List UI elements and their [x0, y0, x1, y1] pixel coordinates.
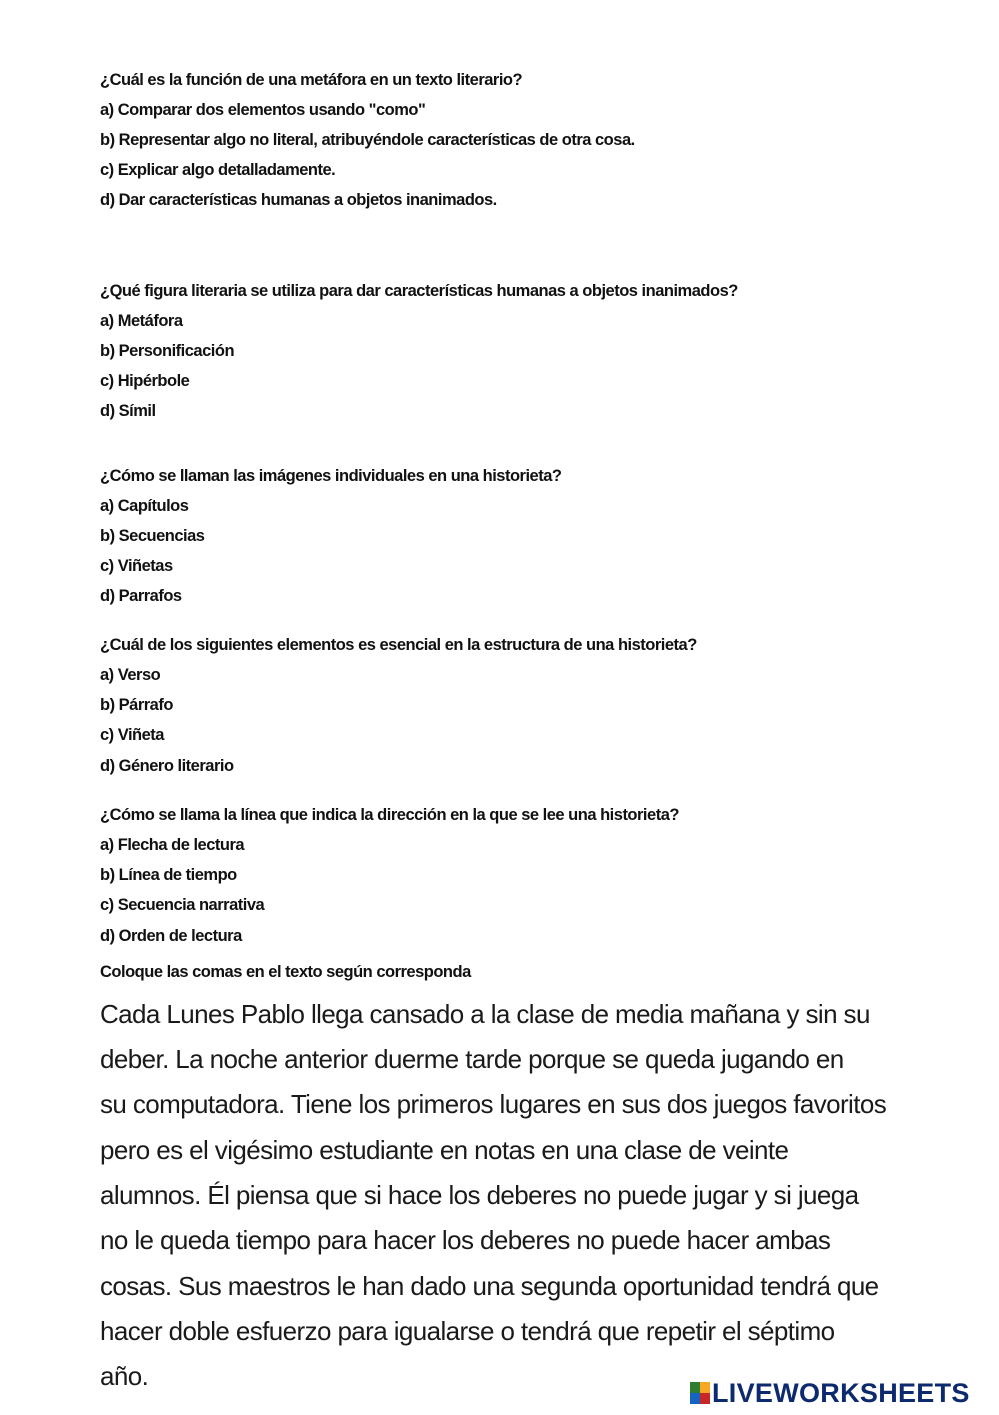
- question-2-option-a: a) Metáfora: [100, 312, 183, 330]
- question-2-option-d: d) Símil: [100, 402, 156, 420]
- liveworksheets-logo: [690, 1378, 970, 1408]
- paragraph-line: año.: [100, 1361, 149, 1391]
- question-1-option-b: b) Representar algo no literal, atribuyéndole características de otra cosa.: [100, 131, 635, 149]
- question-5-option-c: c) Secuencia narrativa: [100, 896, 265, 914]
- paragraph-line: no le queda tiempo para hacer los deberes no puede hacer ambas: [100, 1225, 831, 1255]
- question-3-option-a: a) Capítulos: [100, 497, 189, 515]
- question-5-option-a: a) Flecha de lectura: [100, 836, 245, 854]
- comma-exercise-instruction: Coloque las comas en el texto según corresponda: [100, 963, 471, 981]
- question-3-option-c: c) Viñetas: [100, 557, 173, 575]
- question-2-option-b: b) Personificación: [100, 342, 235, 360]
- question-3-text: ¿Cómo se llaman las imágenes individuales en una historieta?: [100, 467, 562, 485]
- paragraph-line: alumnos. Él piensa que si hace los deberes no puede jugar y si juega: [100, 1180, 859, 1210]
- question-3-option-d: d) Parrafos: [100, 587, 182, 605]
- paragraph-line: Cada Lunes Pablo llega cansado a la clase de media mañana y sin su: [100, 999, 870, 1029]
- question-2-text: ¿Qué figura literaria se utiliza para dar características humanas a objetos inanimados?: [100, 282, 738, 300]
- paragraph-line: pero es el vigésimo estudiante en notas en una clase de veinte: [100, 1135, 789, 1165]
- question-4-option-d: d) Género literario: [100, 757, 234, 775]
- question-3-option-b: b) Secuencias: [100, 527, 205, 545]
- logo-text: LIVEWORKSHEETS: [712, 1377, 970, 1408]
- question-5-option-d: d) Orden de lectura: [100, 927, 242, 945]
- question-1-text: ¿Cuál es la función de una metáfora en un texto literario?: [100, 71, 523, 89]
- liveworksheets-logo-icon: [690, 1382, 710, 1404]
- question-4-option-a: a) Verso: [100, 666, 161, 684]
- question-4-option-b: b) Párrafo: [100, 696, 173, 714]
- question-1-option-d: d) Dar características humanas a objetos inanimados.: [100, 191, 497, 209]
- question-1-option-a: a) Comparar dos elementos usando "como": [100, 101, 426, 119]
- paragraph-line: deber. La noche anterior duerme tarde porque se queda jugando en: [100, 1044, 844, 1074]
- question-4-option-c: c) Viñeta: [100, 726, 164, 744]
- paragraph-line: su computadora. Tiene los primeros lugares en sus dos juegos favoritos: [100, 1089, 887, 1119]
- question-1-option-c: c) Explicar algo detalladamente.: [100, 161, 336, 179]
- question-5-option-b: b) Línea de tiempo: [100, 866, 237, 884]
- paragraph-line: hacer doble esfuerzo para igualarse o tendrá que repetir el séptimo: [100, 1316, 835, 1346]
- question-4-text: ¿Cuál de los siguientes elementos es esencial en la estructura de una historieta?: [100, 636, 697, 654]
- question-2-option-c: c) Hipérbole: [100, 372, 190, 390]
- paragraph-line: cosas. Sus maestros le han dado una segunda oportunidad tendrá que: [100, 1271, 879, 1301]
- question-5-text: ¿Cómo se llama la línea que indica la dirección en la que se lee una historieta?: [100, 806, 679, 824]
